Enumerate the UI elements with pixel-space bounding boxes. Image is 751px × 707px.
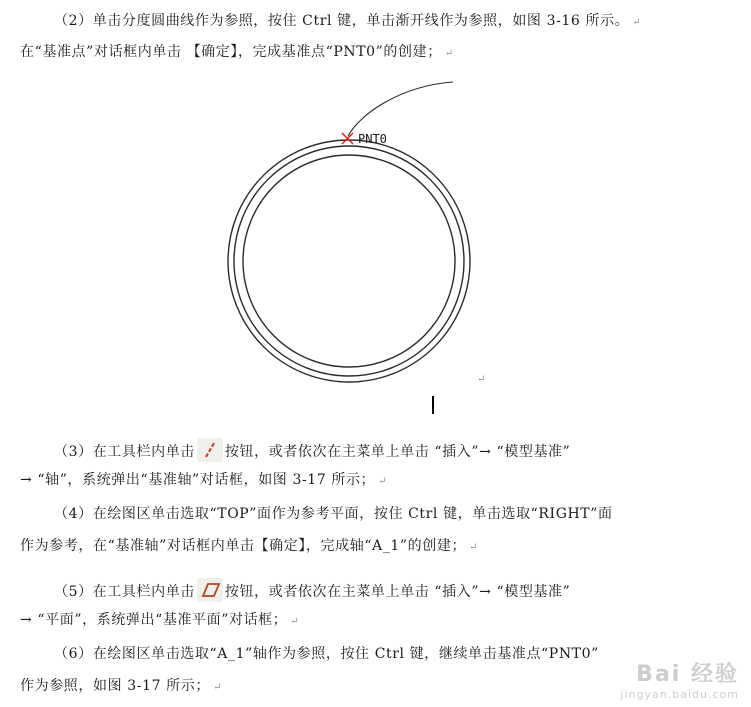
watermark-main: Bai 经验 xyxy=(636,662,739,687)
paragraph-5-line-1 xyxy=(54,578,570,602)
paragraph-mark: ↵ xyxy=(444,48,454,59)
text-span: （2）单击分度圆曲线作为参照，按住 Ctrl 键，单击渐开线作为参照，如图 3-16 所示。 xyxy=(54,13,630,29)
watermark-sub: jingyan.baidu.com xyxy=(620,688,739,701)
paragraph-2-line-2 xyxy=(20,43,454,63)
text-span: （3）在工具栏内单击 xyxy=(54,444,195,460)
paragraph-mark: ↵ xyxy=(469,542,479,553)
text-span: 作为参照，如图 3-17 所示； xyxy=(20,678,210,694)
text-span: 在“基准点”对话框内单击 【确定】，完成基准点“PNT0”的创建； xyxy=(20,44,442,60)
paragraph-mark: ↵ xyxy=(290,616,300,627)
pitch-circle xyxy=(234,146,464,376)
paragraph-6-line-2 xyxy=(20,677,222,697)
inner-circle xyxy=(243,155,455,367)
paragraph-mark: ↵ xyxy=(378,476,388,487)
paragraph-3-line-1 xyxy=(54,438,570,462)
text-span: （4）在绘图区单击选取“TOP”面作为参考平面，按住 Ctrl 键，单击选取“RIGHT”面 xyxy=(54,506,613,522)
figure-3-16-gear-circles xyxy=(215,74,495,394)
text-span: → “平面”，系统弹出“基准平面”对话框； xyxy=(20,612,288,628)
paragraph-2-line-1 xyxy=(54,12,641,32)
text-span: （6）在绘图区单击选取“A_1”轴作为参照，按住 Ctrl 键，继续单击基准点“PNT0” xyxy=(54,646,599,662)
paragraph-4-line-1 xyxy=(54,505,613,523)
figure-paragraph-mark: ↵ xyxy=(477,374,486,385)
text-cursor xyxy=(432,396,434,414)
involute-curve xyxy=(348,82,453,136)
paragraph-mark: ↵ xyxy=(212,682,222,693)
paragraph-mark: ↵ xyxy=(632,17,642,28)
paragraph-5-line-2 xyxy=(20,611,299,631)
text-span: → “轴”，系统弹出“基准轴”对话框，如图 3-17 所示； xyxy=(20,472,376,488)
datum-plane-icon[interactable] xyxy=(197,578,223,602)
text-span: 作为参考，在“基准轴”对话框内单击【确定】，完成轴“A_1”的创建； xyxy=(20,538,467,554)
paragraph-6-line-1 xyxy=(54,645,599,663)
circle-diagram xyxy=(215,74,495,394)
paragraph-4-line-2 xyxy=(20,537,478,557)
paragraph-3-line-2 xyxy=(20,471,387,491)
text-span: 按钮，或者依次在主菜单上单击 “插入”→ “模型基准” xyxy=(224,584,571,600)
point-label: PNT0 xyxy=(358,132,387,146)
datum-point-marker xyxy=(342,133,353,144)
text-span: （5）在工具栏内单击 xyxy=(54,584,195,600)
baidu-watermark xyxy=(620,657,739,701)
datum-axis-icon[interactable] xyxy=(197,438,223,462)
outer-circle xyxy=(228,140,470,382)
text-span: 按钮，或者依次在主菜单上单击 “插入”→ “模型基准” xyxy=(224,444,571,460)
